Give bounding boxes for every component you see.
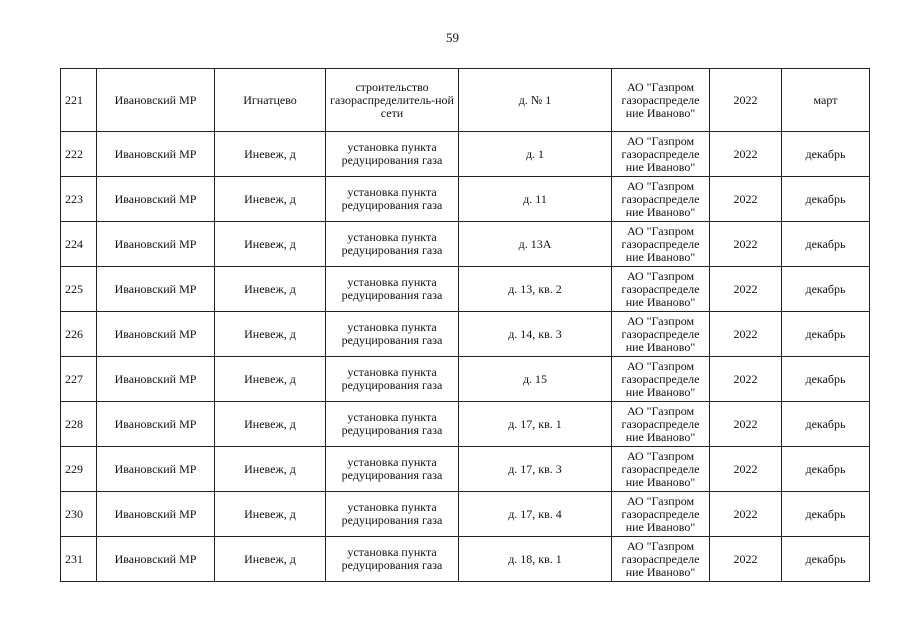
year-cell: 2022 <box>710 69 782 132</box>
table-row <box>61 357 870 402</box>
year-cell: 2022 <box>710 447 782 492</box>
month-cell: март <box>782 69 870 132</box>
organization-cell: АО "Газпром газораспределе ние Иваново" <box>612 177 710 222</box>
month-cell: декабрь <box>782 537 870 582</box>
settlement-cell: Иневеж, д <box>215 312 326 357</box>
table-row <box>61 222 870 267</box>
address-cell: д. 18, кв. 1 <box>459 537 612 582</box>
work-type-cell: установка пункта редуцирования газа <box>326 402 459 447</box>
district-cell: Ивановский МР <box>97 132 215 177</box>
row-number-cell: 225 <box>61 267 97 312</box>
district-cell: Ивановский МР <box>97 537 215 582</box>
table-row <box>61 69 870 132</box>
organization-cell: АО "Газпром газораспределе ние Иваново" <box>612 357 710 402</box>
year-cell: 2022 <box>710 402 782 447</box>
page-number: 59 <box>446 30 459 45</box>
table-row <box>61 267 870 312</box>
district-cell: Ивановский МР <box>97 492 215 537</box>
year-cell: 2022 <box>710 492 782 537</box>
address-cell: д. 15 <box>459 357 612 402</box>
organization-cell: АО "Газпром газораспределе ние Иваново" <box>612 132 710 177</box>
address-cell: д. 17, кв. 4 <box>459 492 612 537</box>
address-cell: д. 13А <box>459 222 612 267</box>
work-type-cell: установка пункта редуцирования газа <box>326 132 459 177</box>
organization-cell: АО "Газпром газораспределе ние Иваново" <box>612 222 710 267</box>
month-cell: декабрь <box>782 312 870 357</box>
district-cell: Ивановский МР <box>97 312 215 357</box>
year-cell: 2022 <box>710 132 782 177</box>
year-cell: 2022 <box>710 312 782 357</box>
month-cell: декабрь <box>782 132 870 177</box>
work-type-cell: установка пункта редуцирования газа <box>326 537 459 582</box>
address-cell: д. 11 <box>459 177 612 222</box>
settlement-cell: Игнатцево <box>215 69 326 132</box>
row-number-cell: 231 <box>61 537 97 582</box>
settlement-cell: Иневеж, д <box>215 357 326 402</box>
year-cell: 2022 <box>710 537 782 582</box>
address-cell: д. 17, кв. 3 <box>459 447 612 492</box>
settlement-cell: Иневеж, д <box>215 222 326 267</box>
year-cell: 2022 <box>710 177 782 222</box>
row-number-cell: 221 <box>61 69 97 132</box>
table-row <box>61 312 870 357</box>
settlement-cell: Иневеж, д <box>215 267 326 312</box>
table-row <box>61 447 870 492</box>
work-type-cell: установка пункта редуцирования газа <box>326 492 459 537</box>
row-number-cell: 222 <box>61 132 97 177</box>
table-row <box>61 132 870 177</box>
district-cell: Ивановский МР <box>97 267 215 312</box>
row-number-cell: 229 <box>61 447 97 492</box>
address-cell: д. 13, кв. 2 <box>459 267 612 312</box>
table-row <box>61 537 870 582</box>
row-number-cell: 226 <box>61 312 97 357</box>
month-cell: декабрь <box>782 222 870 267</box>
row-number-cell: 227 <box>61 357 97 402</box>
district-cell: Ивановский МР <box>97 222 215 267</box>
table-row <box>61 402 870 447</box>
settlement-cell: Иневеж, д <box>215 177 326 222</box>
settlement-cell: Иневеж, д <box>215 447 326 492</box>
district-cell: Ивановский МР <box>97 357 215 402</box>
district-cell: Ивановский МР <box>97 402 215 447</box>
work-type-cell: установка пункта редуцирования газа <box>326 222 459 267</box>
settlement-cell: Иневеж, д <box>215 132 326 177</box>
table-row <box>61 177 870 222</box>
month-cell: декабрь <box>782 357 870 402</box>
year-cell: 2022 <box>710 222 782 267</box>
organization-cell: АО "Газпром газораспределе ние Иваново" <box>612 312 710 357</box>
row-number-cell: 230 <box>61 492 97 537</box>
month-cell: декабрь <box>782 447 870 492</box>
organization-cell: АО "Газпром газораспределе ние Иваново" <box>612 402 710 447</box>
gasification-table <box>60 68 870 582</box>
work-type-cell: установка пункта редуцирования газа <box>326 357 459 402</box>
settlement-cell: Иневеж, д <box>215 402 326 447</box>
table-body <box>61 69 870 582</box>
work-type-cell: установка пункта редуцирования газа <box>326 447 459 492</box>
organization-cell: АО "Газпром газораспределе ние Иваново" <box>612 447 710 492</box>
table-row <box>61 492 870 537</box>
address-cell: д. 14, кв. 3 <box>459 312 612 357</box>
settlement-cell: Иневеж, д <box>215 537 326 582</box>
settlement-cell: Иневеж, д <box>215 492 326 537</box>
district-cell: Ивановский МР <box>97 447 215 492</box>
row-number-cell: 224 <box>61 222 97 267</box>
work-type-cell: установка пункта редуцирования газа <box>326 312 459 357</box>
district-cell: Ивановский МР <box>97 177 215 222</box>
organization-cell: АО "Газпром газораспределе ние Иваново" <box>612 492 710 537</box>
month-cell: декабрь <box>782 492 870 537</box>
work-type-cell: установка пункта редуцирования газа <box>326 177 459 222</box>
organization-cell: АО "Газпром газораспределе ние Иваново" <box>612 267 710 312</box>
row-number-cell: 223 <box>61 177 97 222</box>
work-type-cell: строительство газораспределитель-ной сети <box>326 69 459 132</box>
year-cell: 2022 <box>710 267 782 312</box>
row-number-cell: 228 <box>61 402 97 447</box>
month-cell: декабрь <box>782 177 870 222</box>
district-cell: Ивановский МР <box>97 69 215 132</box>
organization-cell: АО "Газпром газораспределе ние Иваново" <box>612 69 710 132</box>
address-cell: д. 17, кв. 1 <box>459 402 612 447</box>
month-cell: декабрь <box>782 267 870 312</box>
month-cell: декабрь <box>782 402 870 447</box>
work-type-cell: установка пункта редуцирования газа <box>326 267 459 312</box>
organization-cell: АО "Газпром газораспределе ние Иваново" <box>612 537 710 582</box>
address-cell: д. № 1 <box>459 69 612 132</box>
address-cell: д. 1 <box>459 132 612 177</box>
year-cell: 2022 <box>710 357 782 402</box>
